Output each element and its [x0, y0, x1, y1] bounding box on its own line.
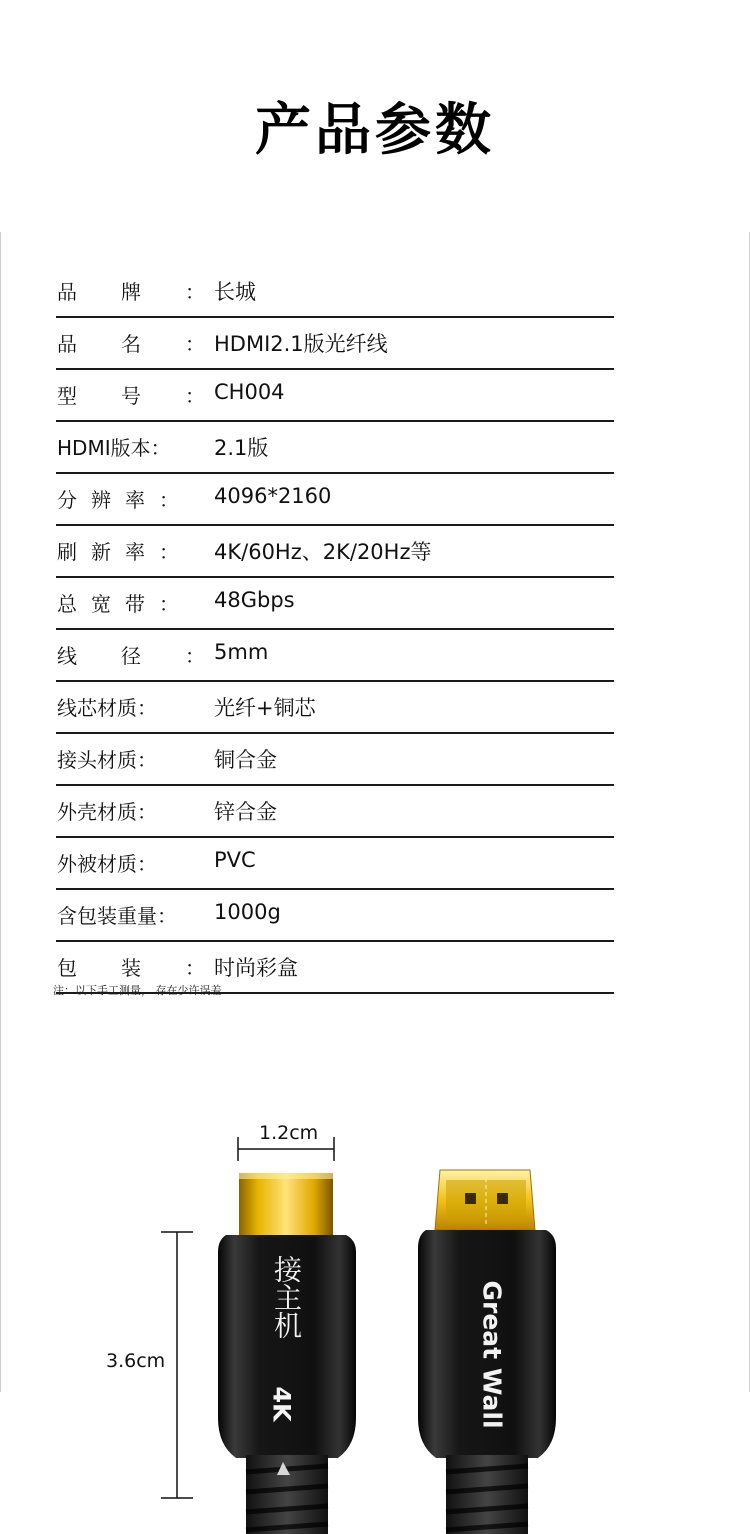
host-text: 接主机	[270, 1255, 303, 1339]
spec-label: 外壳材质：	[57, 800, 157, 824]
spec-value: 1000g	[214, 900, 281, 924]
spec-value: CH004	[214, 380, 285, 404]
spec-label: HDMI版本：	[57, 436, 171, 460]
measurement-note: 注：以下手工测量， 存在少许误差	[53, 984, 222, 997]
spec-label: 接头材质：	[57, 748, 157, 772]
spec-value: 4096*2160	[214, 484, 332, 508]
spec-label: 线径：	[57, 644, 205, 668]
spec-value: 2.1版	[214, 436, 269, 460]
host-label	[270, 1255, 303, 1346]
spec-row	[56, 370, 614, 422]
spec-row	[56, 682, 614, 734]
spec-row	[56, 838, 614, 890]
spec-value: 光纤+铜芯	[214, 696, 316, 720]
spec-row	[56, 630, 614, 682]
width-dimension-line	[238, 1137, 334, 1161]
brand-logo-text: Great Wall	[477, 1280, 507, 1429]
cable-illustration	[0, 1100, 750, 1534]
spec-value: PVC	[214, 848, 256, 872]
host-4k-label: 4K	[267, 1386, 296, 1422]
spec-label: 总宽带：	[57, 592, 179, 616]
height-dimension-line	[161, 1232, 193, 1498]
height-dimension-label: 3.6cm	[106, 1350, 166, 1372]
spec-label: 线芯材质：	[57, 696, 157, 720]
connector-drawing	[0, 1100, 750, 1534]
spec-value: 时尚彩盒	[214, 956, 298, 980]
spec-value: 4K/60Hz、2K/20Hz等	[214, 540, 432, 564]
spec-value: 锌合金	[214, 800, 277, 824]
width-dimension-label: 1.2cm	[259, 1122, 319, 1144]
spec-value: 长城	[214, 280, 256, 304]
spec-label: 刷新率：	[57, 540, 179, 564]
spec-row	[56, 526, 614, 578]
spec-label: 外被材质：	[57, 852, 157, 876]
spec-row	[56, 266, 614, 318]
left-connector	[218, 1173, 356, 1534]
spec-row	[56, 890, 614, 942]
spec-label: 品牌：	[57, 280, 205, 304]
spec-row	[56, 786, 614, 838]
spec-label: 分辨率：	[57, 488, 179, 512]
spec-label: 含包装重量：	[57, 904, 177, 928]
spec-value: HDMI2.1版光纤线	[214, 332, 388, 356]
spec-label: 包装：	[57, 956, 205, 980]
spec-value: 5mm	[214, 640, 269, 664]
spec-table	[56, 266, 614, 994]
spec-row	[56, 734, 614, 786]
brand-logo	[433, 1280, 543, 1429]
spec-label: 品名：	[57, 332, 205, 356]
spec-row	[56, 318, 614, 370]
spec-value: 铜合金	[214, 748, 277, 772]
spec-row	[56, 474, 614, 526]
spec-value: 48Gbps	[214, 588, 295, 612]
spec-label: 型号：	[57, 384, 205, 408]
spec-row	[56, 578, 614, 630]
page-title: 产品参数	[255, 98, 495, 163]
spec-row	[56, 422, 614, 474]
